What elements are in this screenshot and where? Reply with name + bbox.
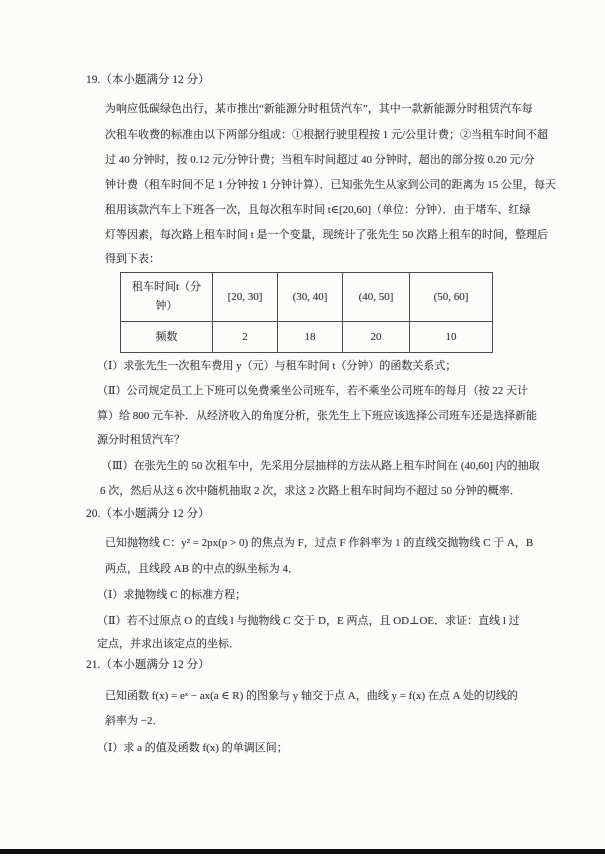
table-frequency-value-4: 10 [410, 322, 493, 353]
problem-19-part-2-line-3: 源分时租赁汽车？ [97, 434, 185, 446]
table-frequency-label: 频数 [121, 322, 213, 353]
table-frequency-row [121, 322, 493, 353]
table-frequency-value-2: 18 [278, 322, 343, 353]
problem-20-intro-line-1: 已知抛物线 C：y² = 2px(p > 0) 的焦点为 F，过点 F 作斜率为 1 的直线交抛物线 C 于 A，B [105, 537, 534, 549]
problem-19-part-3-line-2: 6 次，然后从这 6 次中随机抽取 2 次，求这 2 次路上租车时间均不超过 50 分钟的概率． [100, 485, 521, 497]
photo-edge-bar [0, 849, 605, 854]
problem-19-part-1: （Ⅰ）求张先生一次租车费用 y（元）与租车时间 t（分钟）的函数关系式； [97, 360, 457, 372]
table-header-row [121, 273, 493, 322]
problem-19-intro-line-7: 得到下表： [105, 253, 160, 265]
problem-19-intro-line-6: 灯等因素，每次路上租车时间 t 是一个变量，现统计了张先生 50 次路上租车的时间，整理后 [105, 229, 549, 241]
problem-21-heading: 21.（本小题满分 12 分） [86, 659, 210, 671]
problem-19-part-2-line-1: （Ⅱ）公司规定员工上下班可以免费乘坐公司班车，若不乘坐公司班车的每月（按 22 天计 [97, 385, 528, 397]
problem-21-intro-line-2: 斜率为 −2． [105, 715, 164, 727]
table-header-interval-3: (40, 50] [343, 273, 410, 322]
table-header-time-label: 租车时间t（分钟） [121, 273, 213, 322]
problem-20-part-2-line-1: （Ⅱ）若不过原点 O 的直线 l 与抛物线 C 交于 D，E 两点，且 OD⊥OE．求证：直线 l 过 [97, 615, 520, 627]
table-header-interval-4: (50, 60] [410, 273, 493, 322]
table-header-interval-1: [20, 30] [213, 273, 278, 322]
problem-19-intro-line-1: 为响应低碳绿色出行，某市推出“新能源分时租赁汽车”，其中一款新能源分时租赁汽车每 [105, 103, 533, 115]
problem-19-intro-line-4: 钟计费（租车时间不足 1 分钟按 1 分钟计算）．已知张先生从家到公司的距离为 15 公里，每天 [105, 179, 556, 191]
problem-21-part-1: （Ⅰ）求 a 的值及函数 f(x) 的单调区间； [97, 742, 288, 754]
problem-19-heading: 19.（本小题满分 12 分） [86, 74, 210, 86]
problem-20-part-2-line-2: 定点，并求出该定点的坐标． [97, 638, 240, 650]
table-header-interval-2: (30, 40] [278, 273, 343, 322]
problem-19-intro-line-2: 次租车收费的标准由以下两部分组成：①根据行驶里程按 1 元/公里计费；②当租车时间不超 [105, 129, 549, 141]
problem-20-intro-line-2: 两点，且线段 AB 的中点的纵坐标为 4． [105, 563, 300, 575]
problem-19-part-2-line-2: 算）给 800 元车补．从经济收入的角度分析，张先生上下班应该选择公司班车还是选择新能 [97, 410, 537, 422]
problem-19-intro-line-3: 过 40 分钟时，按 0.12 元/分钟计费；当租车时间超过 40 分钟时，超出的部分按 0.20 元/分 [105, 154, 535, 166]
problem-20-part-1: （Ⅰ）求抛物线 C 的标准方程； [97, 589, 247, 601]
table-frequency-value-1: 2 [213, 322, 278, 353]
table-frequency-value-3: 20 [343, 322, 410, 353]
rental-time-frequency-table [120, 272, 493, 353]
problem-20-heading: 20.（本小题满分 12 分） [86, 508, 210, 520]
problem-21-intro-line-1: 已知函数 f(x) = eˣ − ax(a ∈ R) 的图象与 y 轴交于点 A，曲线 y = f(x) 在点 A 处的切线的 [105, 690, 518, 702]
problem-19-part-3-line-1: （Ⅲ）在张先生的 50 次租车中，先采用分层抽样的方法从路上租车时间在 (40,60] 内的抽取 [101, 460, 540, 472]
problem-19-intro-line-5: 租用该款汽车上下班各一次，且每次租车时间 t∈[20,60]（单位：分钟）．由于堵车、红绿 [105, 204, 531, 216]
